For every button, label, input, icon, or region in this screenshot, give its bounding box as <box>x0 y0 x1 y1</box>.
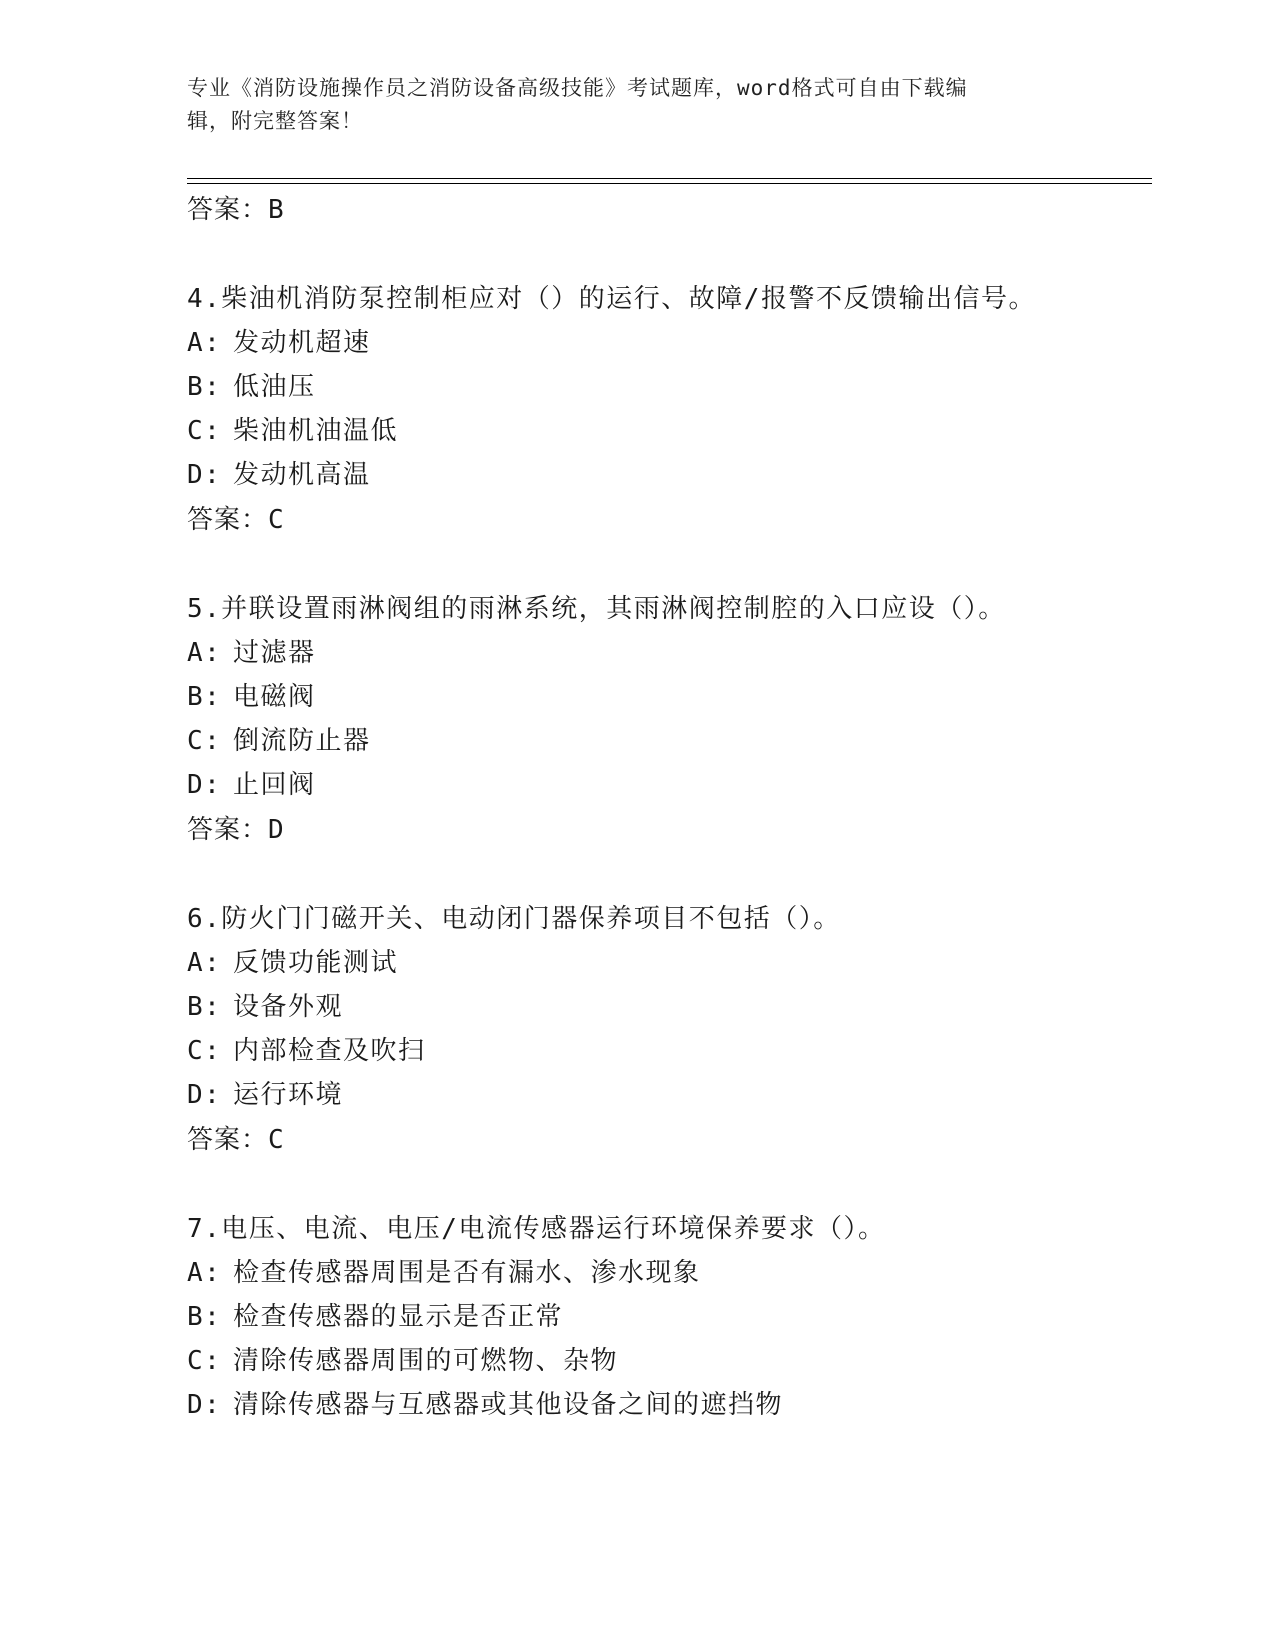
option-key: C: <box>187 726 222 756</box>
option-a <box>187 637 316 669</box>
answer-line <box>187 504 285 536</box>
answer-label: 答案： <box>187 195 269 225</box>
option-key: C: <box>187 1036 222 1066</box>
option-text: 清除传感器周围的可燃物、杂物 <box>233 1346 619 1376</box>
option-key: B: <box>187 1302 222 1332</box>
answer-value: D <box>268 815 285 845</box>
option-key: D: <box>187 1080 222 1110</box>
answer-line <box>187 1124 285 1156</box>
option-c <box>187 1345 618 1377</box>
option-key: C: <box>187 1346 222 1376</box>
header-line-1: 专业《消防设施操作员之消防设备高级技能》考试题库，word格式可自由下载编 <box>187 76 968 100</box>
option-text: 过滤器 <box>233 638 316 668</box>
question-stem: 5.并联设置雨淋阀组的雨淋系统，其雨淋阀控制腔的入口应设（）。 <box>187 594 1006 624</box>
option-text: 发动机高温 <box>233 460 371 490</box>
header-divider-top <box>187 178 1152 179</box>
option-d <box>187 459 371 491</box>
option-text: 运行环境 <box>233 1080 344 1110</box>
option-b <box>187 1301 563 1333</box>
option-text: 发动机超速 <box>233 328 371 358</box>
header-divider-bottom <box>187 183 1152 184</box>
option-a <box>187 1257 701 1289</box>
option-key: A: <box>187 948 222 978</box>
option-b <box>187 681 316 713</box>
option-text: 检查传感器的显示是否正常 <box>233 1302 564 1332</box>
answer-line <box>187 194 285 226</box>
option-c <box>187 415 398 447</box>
option-key: D: <box>187 770 222 800</box>
option-key: A: <box>187 328 222 358</box>
option-text: 设备外观 <box>233 992 344 1022</box>
question-stem: 4.柴油机消防泵控制柜应对（）的运行、故障/报警不反馈输出信号。 <box>187 284 1036 314</box>
option-b <box>187 991 343 1023</box>
question-stem: 7.电压、电流、电压/电流传感器运行环境保养要求（）。 <box>187 1214 886 1244</box>
option-text: 电磁阀 <box>233 682 316 712</box>
option-a <box>187 327 371 359</box>
option-text: 柴油机油温低 <box>233 416 399 446</box>
document-header <box>187 72 1087 138</box>
option-text: 倒流防止器 <box>233 726 371 756</box>
answer-value: C <box>268 1125 285 1155</box>
option-key: B: <box>187 372 222 402</box>
option-key: B: <box>187 682 222 712</box>
option-b <box>187 371 316 403</box>
option-text: 检查传感器周围是否有漏水、渗水现象 <box>233 1258 701 1288</box>
option-key: C: <box>187 416 222 446</box>
option-d <box>187 769 316 801</box>
option-key: D: <box>187 1390 222 1420</box>
option-text: 反馈功能测试 <box>233 948 399 978</box>
option-text: 低油压 <box>233 372 316 402</box>
answer-label: 答案： <box>187 815 269 845</box>
option-key: A: <box>187 1258 222 1288</box>
answer-value: B <box>268 195 285 225</box>
option-a <box>187 947 398 979</box>
answer-value: C <box>268 505 285 535</box>
option-text: 内部检查及吹扫 <box>233 1036 426 1066</box>
option-key: B: <box>187 992 222 1022</box>
option-text: 清除传感器与互感器或其他设备之间的遮挡物 <box>233 1390 784 1420</box>
question-stem: 6.防火门门磁开关、电动闭门器保养项目不包括（）。 <box>187 904 841 934</box>
header-line-2: 辑，附完整答案！ <box>187 109 363 133</box>
option-d <box>187 1079 343 1111</box>
option-key: A: <box>187 638 222 668</box>
answer-line <box>187 814 285 846</box>
option-c <box>187 1035 426 1067</box>
option-key: D: <box>187 460 222 490</box>
option-text: 止回阀 <box>233 770 316 800</box>
option-c <box>187 725 371 757</box>
answer-label: 答案： <box>187 505 269 535</box>
answer-label: 答案： <box>187 1125 269 1155</box>
option-d <box>187 1389 783 1421</box>
